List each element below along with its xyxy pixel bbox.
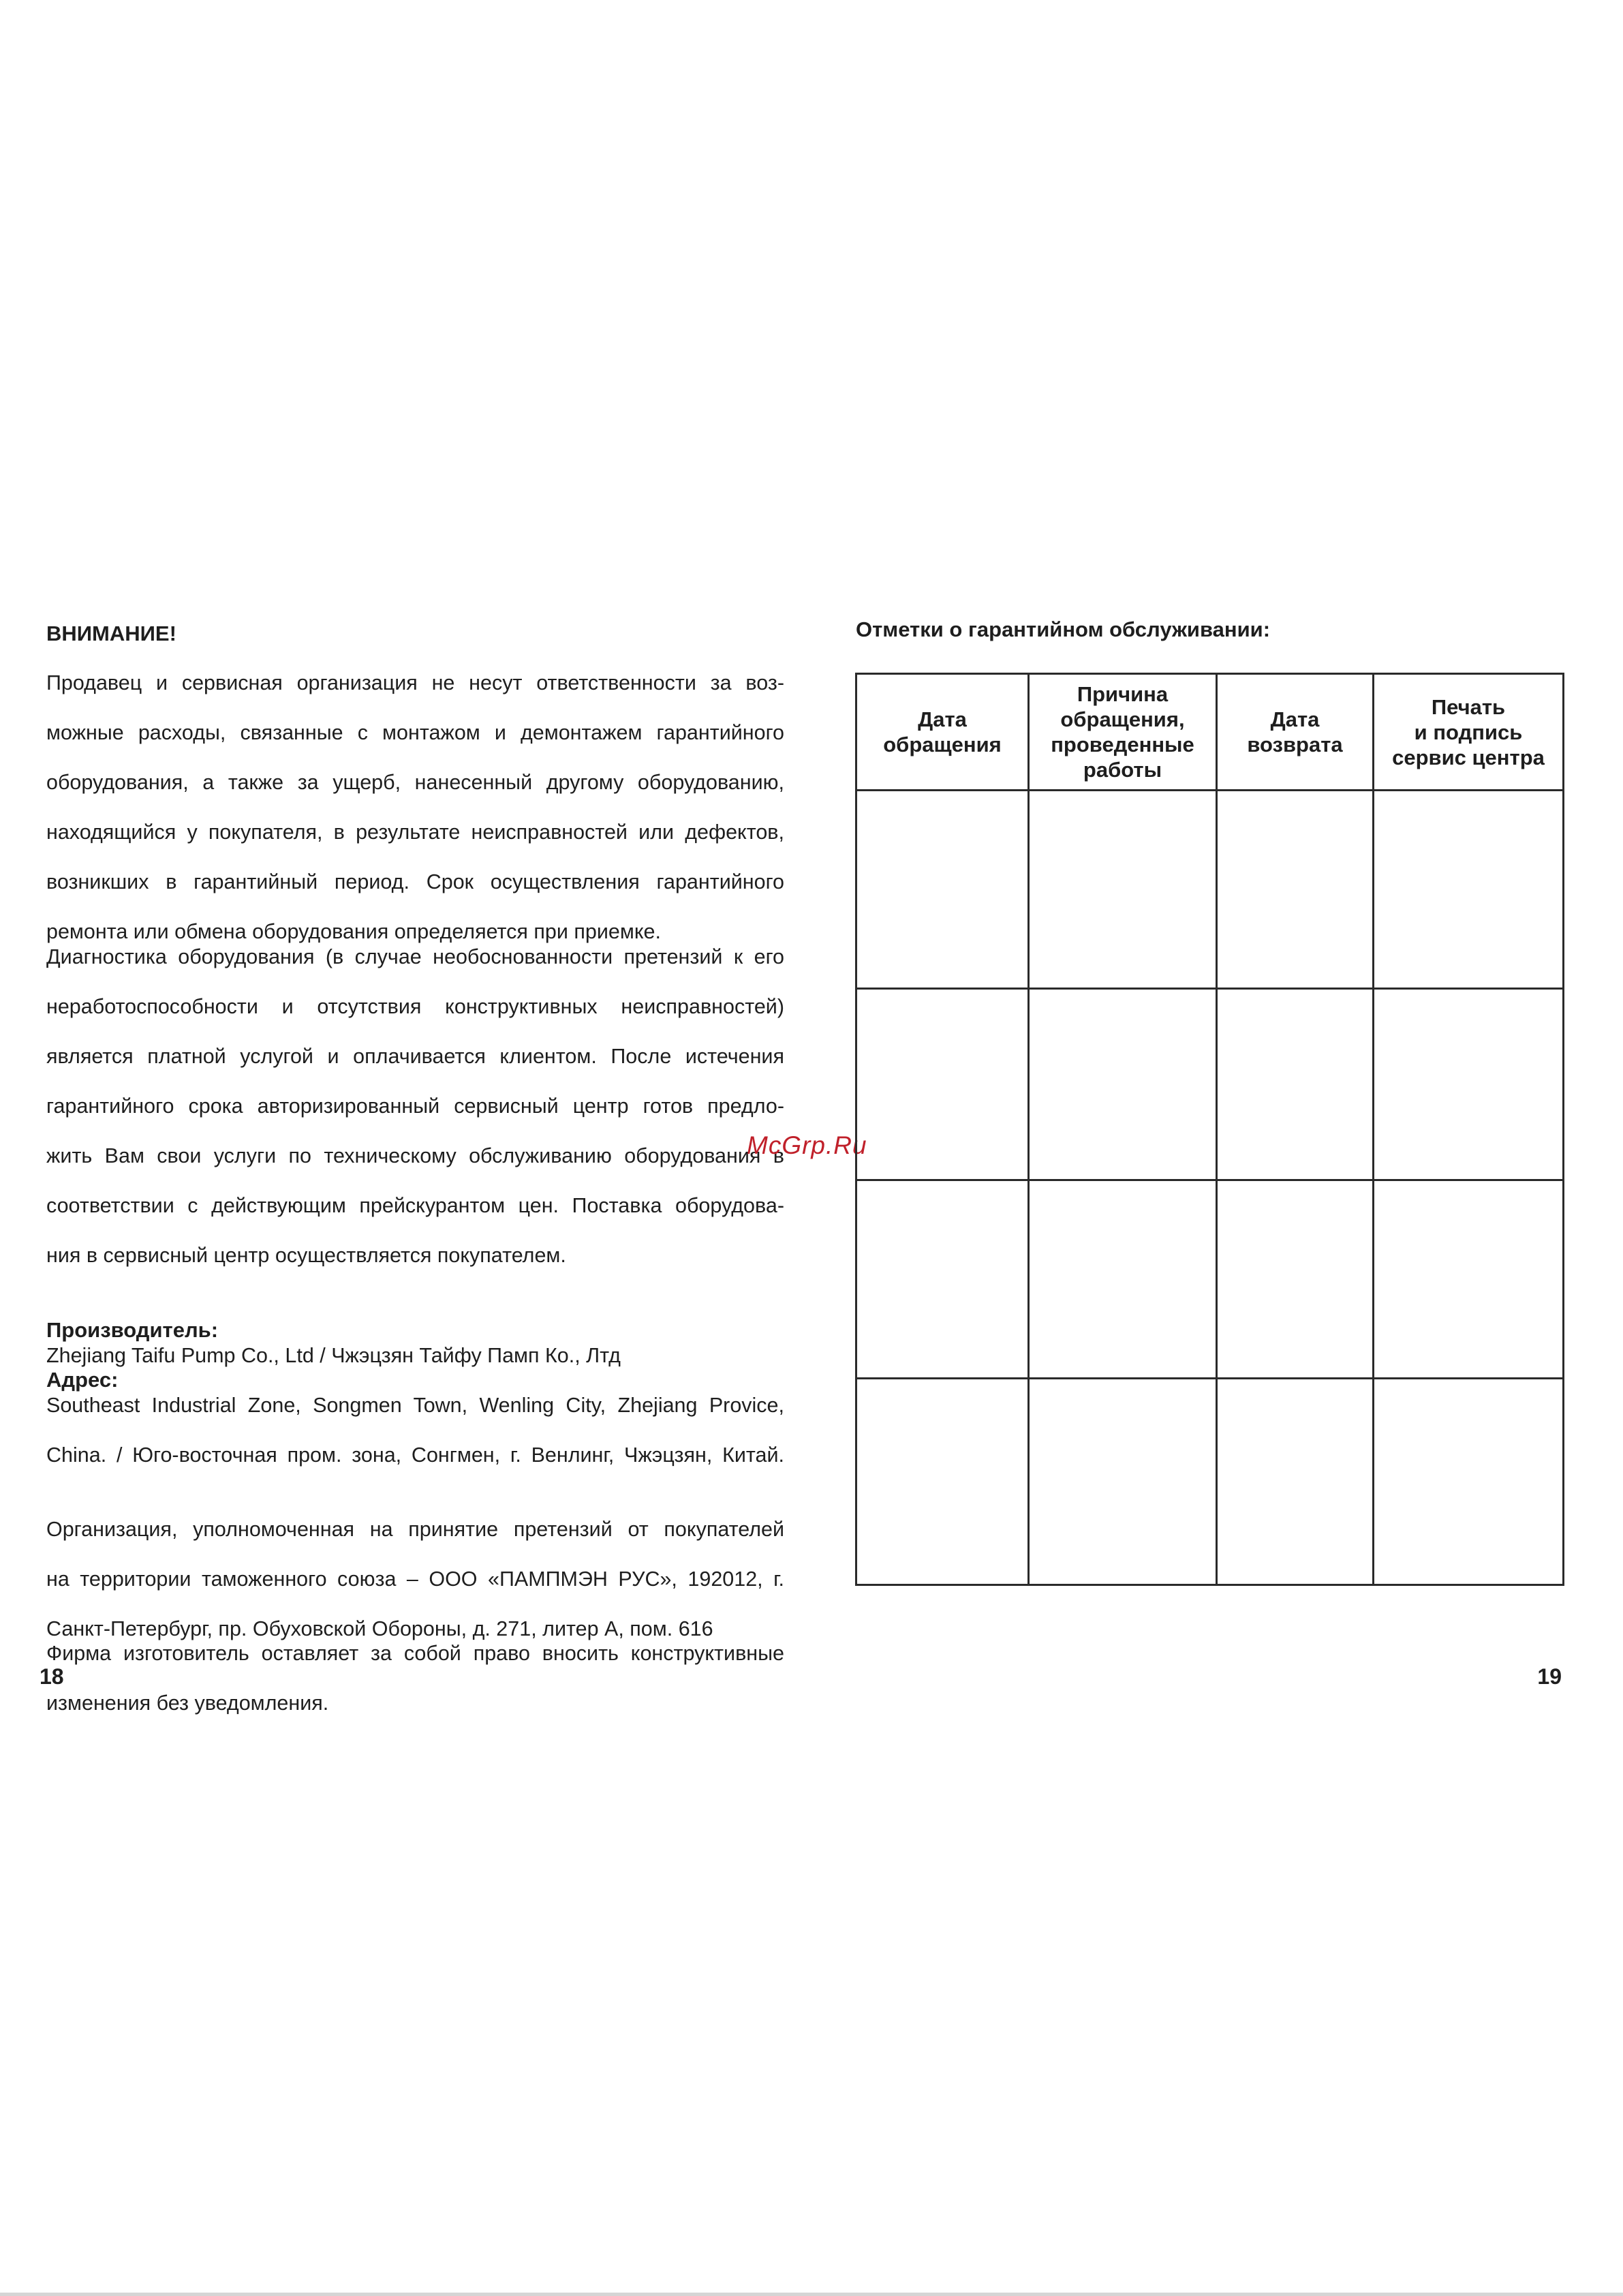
table-cell[interactable]: [1217, 1180, 1374, 1379]
page-bottom-divider: [0, 2293, 1623, 2296]
organization-line: изменения без уведомления.: [46, 1692, 329, 1715]
attention-paragraph: [46, 671, 784, 1268]
table-cell[interactable]: [1374, 1180, 1564, 1379]
table-cell[interactable]: [1374, 791, 1564, 989]
table-cell[interactable]: [856, 791, 1029, 989]
address-line: China. / Юго-восточная пром. зона, Сонгмен, г. Венлинг, Чжэцзян, Китай.: [46, 1443, 784, 1467]
attention-heading: ВНИМАНИЕ!: [46, 622, 176, 645]
watermark: McGrp.Ru: [747, 1131, 867, 1159]
table-cell[interactable]: [856, 1180, 1029, 1379]
paragraph-line: является платной услугой и оплачивается клиентом. После истечения: [46, 1044, 784, 1068]
column-header-reason: Причина обращения, проведенные работы: [1029, 674, 1217, 791]
paragraph-line: Диагностика оборудования (в случае необоснованности претензий к его: [46, 945, 784, 968]
address-line: Southeast Industrial Zone, Songmen Town, Wenling City, Zhejiang Provice,: [46, 1393, 784, 1417]
paragraph-line: Продавец и сервисная организация не несут ответственности за воз-: [46, 671, 784, 694]
table-cell[interactable]: [1029, 1379, 1217, 1585]
table-row: [856, 989, 1564, 1180]
paragraph-line: можные расходы, связанные с монтажом и демонтажем гарантийного: [46, 721, 784, 744]
column-header-date-return: Дата возврата: [1217, 674, 1374, 791]
column-header-date-request: Дата обращения: [856, 674, 1029, 791]
spacer: [46, 1493, 784, 1517]
paragraph-line: неработоспособности и отсутствия конструктивных неисправностей): [46, 994, 784, 1018]
paragraph-line: гарантийного срока авторизированный сервисный центр готов предло-: [46, 1094, 784, 1118]
table-cell[interactable]: [1029, 989, 1217, 1180]
paragraph-line: ния в сервисный центр осуществляется покупателем.: [46, 1243, 566, 1267]
paragraph-line: соответствии с действующим прейскурантом цен. Поставка оборудова-: [46, 1193, 784, 1217]
table-cell[interactable]: [1374, 1379, 1564, 1585]
table-cell[interactable]: [856, 989, 1029, 1180]
page-number-left: 18: [40, 1664, 64, 1689]
manufacturer-block: [46, 1318, 784, 1716]
table-title: Отметки о гарантийном обслуживании:: [856, 617, 1271, 641]
paragraph-line: возникших в гарантийный период. Срок осуществления гарантийного: [46, 870, 784, 893]
table-cell[interactable]: [1217, 989, 1374, 1180]
table-cell[interactable]: [1029, 1180, 1217, 1379]
paragraph-line: оборудования, а также за ущерб, нанесенный другому оборудованию,: [46, 771, 784, 794]
page-number-right: 19: [1537, 1664, 1562, 1689]
paragraph-line: жить Вам свои услуги по техническому обслуживанию оборудования в: [46, 1144, 784, 1167]
column-header-stamp-signature: Печать и подпись сервис центра: [1374, 674, 1564, 791]
table-cell[interactable]: [1029, 791, 1217, 989]
address-heading: Адрес:: [46, 1368, 119, 1392]
paragraph-line: ремонта или обмена оборудования определяется при приемке.: [46, 920, 661, 943]
manufacturer-heading: Производитель:: [46, 1318, 219, 1342]
table-cell[interactable]: [1217, 791, 1374, 989]
table-cell[interactable]: [1374, 989, 1564, 1180]
warranty-service-table: [855, 673, 1564, 1586]
table-row: [856, 791, 1564, 989]
table-row: [856, 1379, 1564, 1585]
organization-line: Организация, уполномоченная на принятие претензий от покупателей: [46, 1517, 784, 1541]
table-row: [856, 1180, 1564, 1379]
organization-line: Фирма изготовитель оставляет за собой право вносить конструктивные: [46, 1642, 784, 1665]
table-header-row: [856, 674, 1564, 791]
paragraph-line: находящийся у покупателя, в результате неисправностей или дефектов,: [46, 821, 784, 844]
table-cell[interactable]: [1217, 1379, 1374, 1585]
manufacturer-name: Zhejiang Taifu Pump Co., Ltd / Чжэцзян Тайфу Памп Ко., Лтд: [46, 1343, 621, 1367]
organization-line: Санкт-Петербург, пр. Обуховской Обороны, д. 271, литер А, пом. 616: [46, 1617, 713, 1640]
table-cell[interactable]: [856, 1379, 1029, 1585]
organization-line: на территории таможенного союза – ООО «ПАМПМЭН РУС», 192012, г.: [46, 1567, 784, 1591]
